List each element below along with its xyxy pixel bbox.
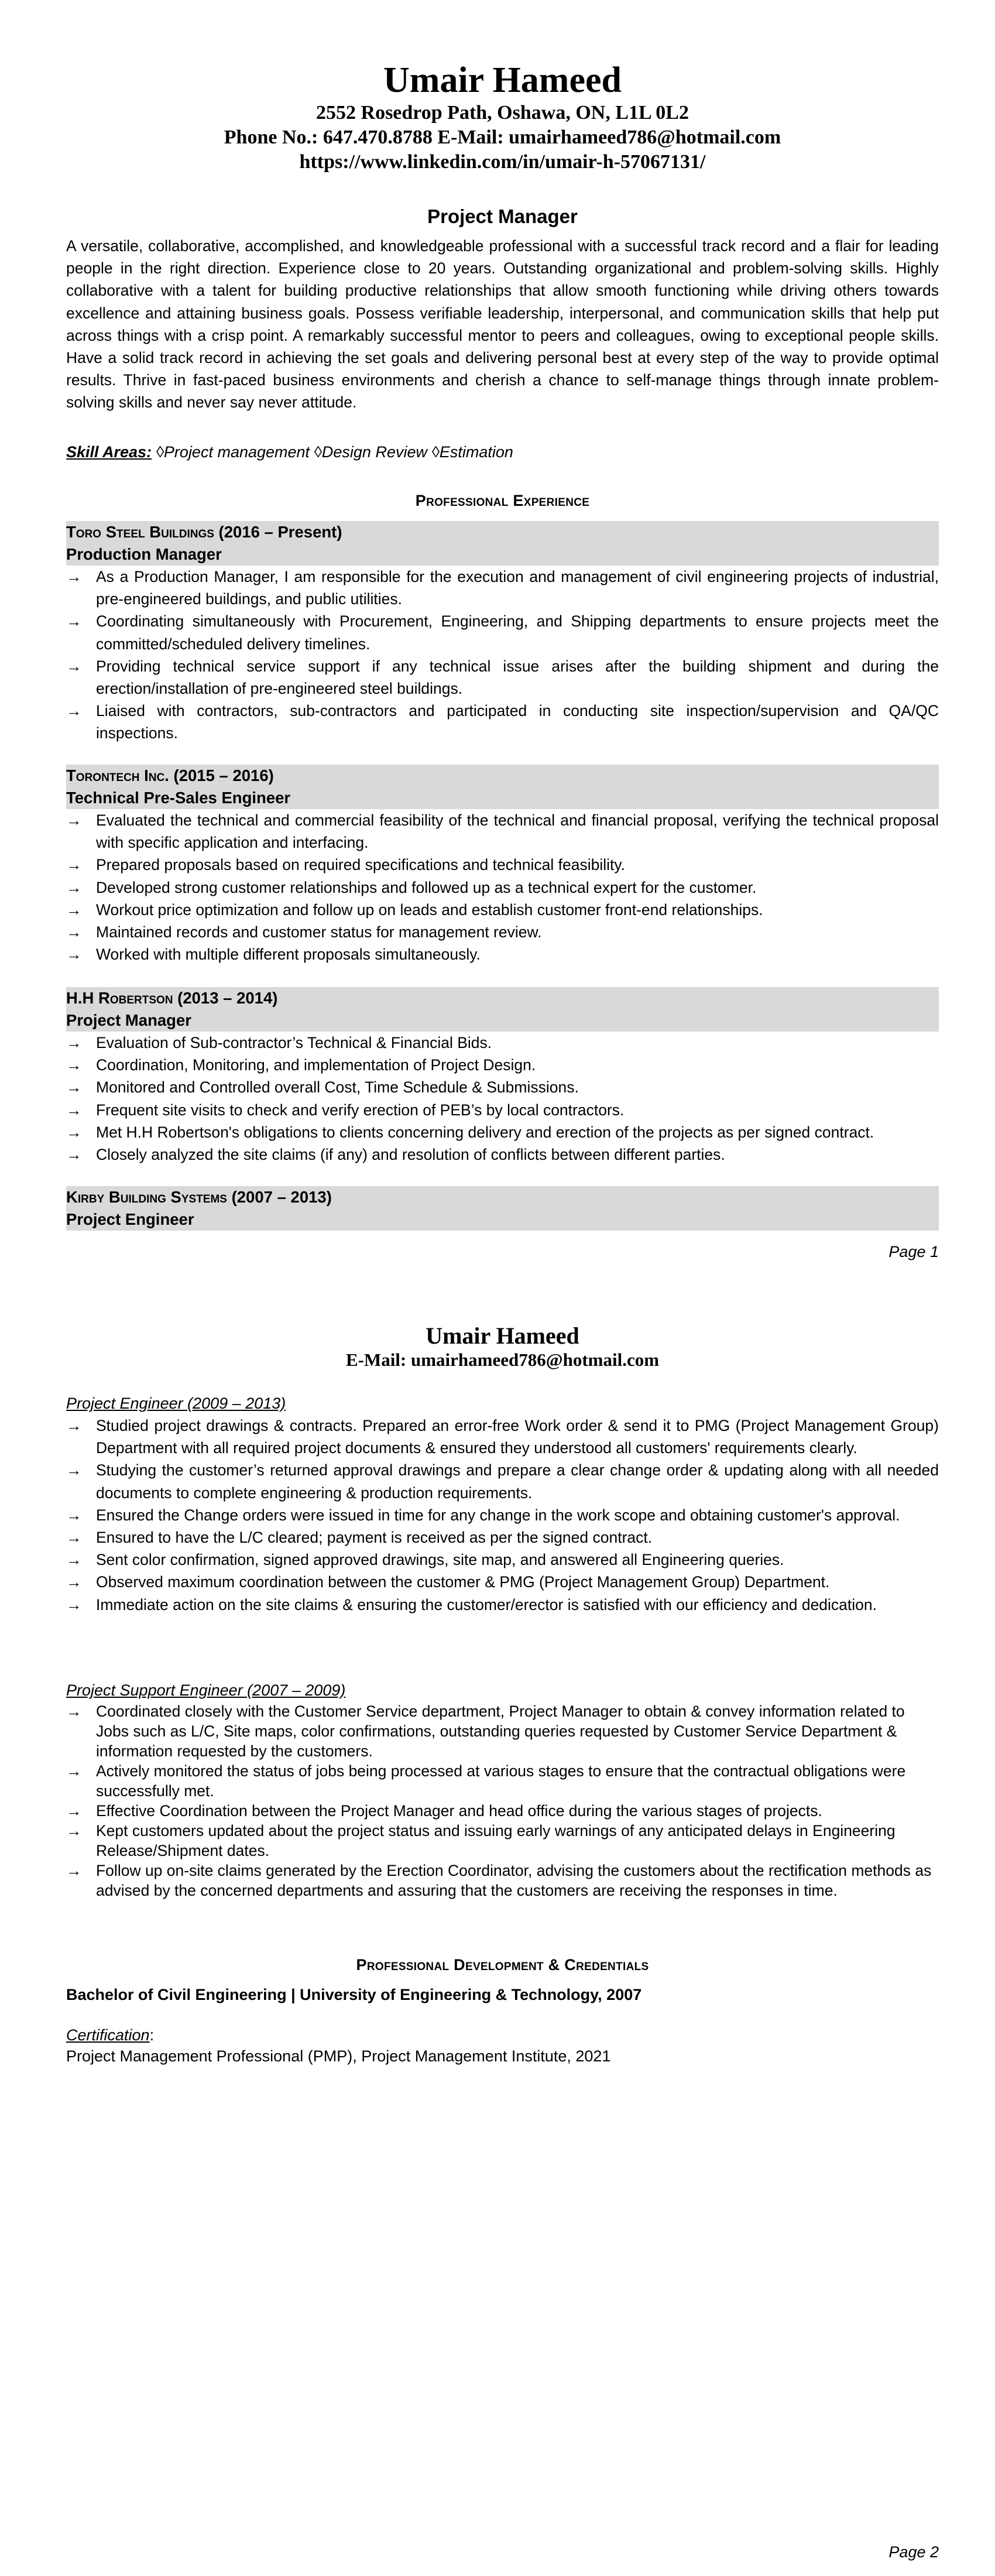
job-toro bbox=[66, 521, 939, 745]
bullet-text: Coordinating simultaneously with Procurement, Engineering, and Shipping departments to ensure projects meet the committed/scheduled delivery timelines. bbox=[96, 612, 939, 653]
section-heading-experience: Professional Experience bbox=[415, 492, 590, 509]
bullet-item bbox=[66, 700, 939, 744]
bullet-item bbox=[66, 1821, 939, 1861]
bullet-item bbox=[66, 655, 939, 700]
arrow-bullet-icon: → bbox=[66, 1802, 82, 1820]
arrow-bullet-icon: → bbox=[66, 1551, 82, 1569]
bullet-text: Providing technical service support if any technical issue arises after the building shipment and during the erection/installation of pre-engineered steel buildings. bbox=[96, 657, 939, 698]
bullet-text: Coordination, Monitoring, and implementation of Project Design. bbox=[96, 1056, 536, 1074]
role-project-engineer bbox=[66, 1392, 939, 1616]
bullet-text: Immediate action on the site claims & ensuring the customer/erector is satisfied with our efficiency and dedication. bbox=[96, 1595, 877, 1614]
bullet-text: Met H.H Robertson's obligations to clients concerning delivery and erection of the projects as per signed contract. bbox=[96, 1123, 874, 1141]
degree: Bachelor of Civil Engineering | University of Engineering & Technology, 2007 bbox=[66, 1986, 642, 2003]
arrow-bullet-icon: → bbox=[66, 612, 82, 631]
role-bullets bbox=[66, 1414, 939, 1616]
job-years: (2007 – 2013) bbox=[227, 1188, 332, 1206]
bullet-item bbox=[66, 1504, 939, 1526]
role-bullets bbox=[66, 1701, 939, 1900]
company-name: Toro Steel Buildings bbox=[66, 523, 214, 541]
arrow-bullet-icon: → bbox=[66, 900, 82, 919]
bullet-text: As a Production Manager, I am responsible for the execution and management of civil engineering projects of industrial, pre-engineered buildings, and public utilities. bbox=[96, 568, 939, 608]
bullet-item bbox=[66, 1761, 939, 1801]
bullet-item bbox=[66, 921, 939, 943]
bullet-text: Observed maximum coordination between the customer & PMG (Project Management Group) Department. bbox=[96, 1573, 830, 1591]
skill-areas-label: Skill Areas: bbox=[66, 443, 152, 461]
bullet-text: Workout price optimization and follow up on leads and establish customer front-end relationships. bbox=[96, 900, 763, 919]
job-bullets bbox=[66, 809, 939, 965]
arrow-bullet-icon: → bbox=[66, 1146, 82, 1164]
page-number: Page 1 bbox=[888, 1243, 939, 1260]
job-role: Project Engineer bbox=[66, 1210, 194, 1228]
summary: A versatile, collaborative, accomplished, and knowledgeable professional with a successful track record and a flair for leading people in the right direction. Experience close to 20 years. Outstanding organizational and problem-solving skills. Highly collaborative with a talent for building productive relationships that allow smooth functioning while driving others towards excellence and attaining business goals. Possess verifiable leadership, interpersonal, and communication skills that help put across things with a crisp point. A remarkably successful mentor to peers and colleagues, owing to exceptional people skills. Have a solid track record in achieving the set goals and delivering personal best at every step of the way to provide optimal results. Thrive in fast-paced business environments and cherish a chance to self-manage things through innate problem-solving skills and never say never attitude. bbox=[66, 237, 939, 412]
bullet-item bbox=[66, 1121, 939, 1143]
page-number: Page 2 bbox=[888, 2543, 939, 2561]
arrow-bullet-icon: → bbox=[66, 1506, 82, 1524]
arrow-bullet-icon: → bbox=[66, 1034, 82, 1051]
bullet-text: Ensured to have the L/C cleared; payment is received as per the signed contract. bbox=[96, 1529, 653, 1547]
job-torontech bbox=[66, 765, 939, 965]
bullet-item bbox=[66, 876, 939, 899]
arrow-bullet-icon: → bbox=[66, 923, 82, 941]
bullet-text: Maintained records and customer status for management review. bbox=[96, 923, 542, 941]
arrow-bullet-icon: → bbox=[66, 1703, 82, 1720]
certification-colon: : bbox=[149, 2026, 155, 2044]
bullet-item bbox=[66, 1526, 939, 1549]
headline: Project Manager bbox=[427, 205, 578, 227]
certification-label: Certification bbox=[66, 2026, 150, 2044]
job-bullets bbox=[66, 566, 939, 745]
bullet-text: Studying the customer’s returned approval drawings and prepare a clear change order & updating along with all needed documents to complete engineering & production requirements. bbox=[96, 1461, 939, 1502]
job-kirby bbox=[66, 1186, 939, 1231]
arrow-bullet-icon: → bbox=[66, 657, 82, 675]
arrow-bullet-icon: → bbox=[66, 568, 82, 585]
bullet-text: Worked with multiple different proposals simultaneously. bbox=[96, 946, 481, 964]
bullet-item bbox=[66, 854, 939, 876]
bullet-item bbox=[66, 1054, 939, 1076]
bullet-text: Sent color confirmation, signed approved drawings, site map, and answered all Engineering queries. bbox=[96, 1551, 784, 1569]
arrow-bullet-icon: → bbox=[66, 1862, 82, 1879]
candidate-name: Umair Hameed bbox=[383, 60, 622, 100]
section-heading-credentials: Professional Development & Credentials bbox=[356, 1956, 649, 1974]
skill-list: ◊Project management ◊Design Review ◊Estimation bbox=[152, 443, 513, 461]
arrow-bullet-icon: → bbox=[66, 1461, 82, 1479]
bullet-item bbox=[66, 1861, 939, 1900]
company-name: H.H Robertson bbox=[66, 989, 173, 1007]
bullet-text: Follow up on-site claims generated by the Erection Coordinator, advising the customers about the rectification methods as advised by the concerned departments and assuring that the customers are receiving the responses in time. bbox=[96, 1862, 932, 1899]
job-role: Technical Pre-Sales Engineer bbox=[66, 789, 291, 807]
job-years: (2015 – 2016) bbox=[169, 766, 274, 785]
job-header bbox=[66, 1186, 939, 1231]
address: 2552 Rosedrop Path, Oshawa, ON, L1L 0L2 bbox=[316, 102, 689, 124]
arrow-bullet-icon: → bbox=[66, 1078, 82, 1097]
arrow-bullet-icon: → bbox=[66, 1123, 82, 1141]
linkedin-link[interactable]: https://www.linkedin.com/in/umair-h-57067131/ bbox=[299, 151, 706, 173]
bullet-item bbox=[66, 809, 939, 854]
arrow-bullet-icon: → bbox=[66, 946, 82, 964]
bullet-item bbox=[66, 943, 939, 965]
phone-email: Phone No.: 647.470.8788 E-Mail: umairhameed786@hotmail.com bbox=[224, 126, 781, 148]
certification: Project Management Professional (PMP), Project Management Institute, 2021 bbox=[66, 2047, 611, 2065]
bullet-text: Kept customers updated about the project status and issuing early warnings of any anticipated delays in Engineering Release/Shipment dates. bbox=[96, 1822, 896, 1859]
bullet-text: Closely analyzed the site claims (if any) and resolution of conflicts between different parties. bbox=[96, 1146, 725, 1164]
bullet-item bbox=[66, 1594, 939, 1616]
bullet-text: Evaluated the technical and commercial feasibility of the technical and financial proposal, verifying the technical proposal with specific application and interfacing. bbox=[96, 811, 939, 852]
job-header bbox=[66, 987, 939, 1032]
role-title: Project Engineer (2009 – 2013) bbox=[66, 1395, 286, 1412]
bullet-item bbox=[66, 899, 939, 921]
arrow-bullet-icon: → bbox=[66, 702, 82, 720]
bullet-text: Frequent site visits to check and verify erection of PEB’s by local contractors. bbox=[96, 1101, 625, 1119]
bullet-text: Effective Coordination between the Project Manager and head office during the various stages of projects. bbox=[96, 1802, 822, 1820]
bullet-item bbox=[66, 1701, 939, 1761]
bullet-item bbox=[66, 1099, 939, 1121]
arrow-bullet-icon: → bbox=[66, 1822, 82, 1839]
bullet-item bbox=[66, 1414, 939, 1459]
arrow-bullet-icon: → bbox=[66, 1101, 82, 1119]
role-title: Project Support Engineer (2007 – 2009) bbox=[66, 1681, 346, 1699]
job-years: (2016 – Present) bbox=[214, 523, 342, 541]
company-name: Torontech Inc. bbox=[66, 766, 169, 785]
bullet-text: Evaluation of Sub-contractor’s Technical & Financial Bids. bbox=[96, 1034, 492, 1051]
arrow-bullet-icon: → bbox=[66, 1573, 82, 1591]
bullet-item bbox=[66, 1032, 939, 1054]
job-hh-robertson bbox=[66, 987, 939, 1166]
bullet-item bbox=[66, 1076, 939, 1098]
job-years: (2013 – 2014) bbox=[173, 989, 278, 1007]
job-header bbox=[66, 521, 939, 566]
job-header bbox=[66, 765, 939, 809]
bullet-text: Actively monitored the status of jobs being processed at various stages to ensure that the contractual obligations were successfully met. bbox=[96, 1762, 906, 1800]
job-role: Project Manager bbox=[66, 1011, 191, 1029]
bullet-text: Monitored and Controlled overall Cost, Time Schedule & Submissions. bbox=[96, 1078, 579, 1097]
arrow-bullet-icon: → bbox=[66, 811, 82, 829]
arrow-bullet-icon: → bbox=[66, 878, 82, 896]
job-bullets bbox=[66, 1032, 939, 1166]
bullet-text: Prepared proposals based on required specifications and technical feasibility. bbox=[96, 856, 625, 874]
bullet-item bbox=[66, 1459, 939, 1503]
bullet-text: Developed strong customer relationships and followed up as a technical expert for the customer. bbox=[96, 878, 757, 896]
arrow-bullet-icon: → bbox=[66, 1595, 82, 1614]
skill-areas bbox=[66, 443, 939, 461]
certification-block bbox=[66, 2025, 939, 2067]
bullet-text: Coordinated closely with the Customer Service department, Project Manager to obtain & convey information related to Jobs such as L/C, Site maps, color confirmations, outstanding queries requested by Customer Service Department & information requested by the customers. bbox=[96, 1703, 905, 1760]
arrow-bullet-icon: → bbox=[66, 1762, 82, 1780]
page2-name: Umair Hameed bbox=[426, 1323, 579, 1349]
bullet-item bbox=[66, 1143, 939, 1166]
arrow-bullet-icon: → bbox=[66, 856, 82, 874]
bullet-item bbox=[66, 566, 939, 610]
bullet-text: Studied project drawings & contracts. Prepared an error-free Work order & send it to PMG (Project Management Group) Department with all required project documents & ensured they understood all customers' requirements clearly. bbox=[96, 1417, 939, 1457]
page2-email: E-Mail: umairhameed786@hotmail.com bbox=[345, 1349, 660, 1370]
bullet-item bbox=[66, 1571, 939, 1593]
arrow-bullet-icon: → bbox=[66, 1056, 82, 1074]
job-role: Production Manager bbox=[66, 545, 222, 563]
bullet-item bbox=[66, 1801, 939, 1821]
bullet-item bbox=[66, 1549, 939, 1571]
company-name: Kirby Building Systems bbox=[66, 1188, 227, 1206]
bullet-item bbox=[66, 610, 939, 655]
role-project-support-engineer bbox=[66, 1679, 939, 1900]
arrow-bullet-icon: → bbox=[66, 1529, 82, 1547]
bullet-text: Liaised with contractors, sub-contractors and participated in conducting site inspection/supervision and QA/QC inspections. bbox=[96, 702, 939, 742]
arrow-bullet-icon: → bbox=[66, 1417, 82, 1434]
bullet-text: Ensured the Change orders were issued in time for any change in the work scope and obtaining customer's approval. bbox=[96, 1506, 900, 1524]
